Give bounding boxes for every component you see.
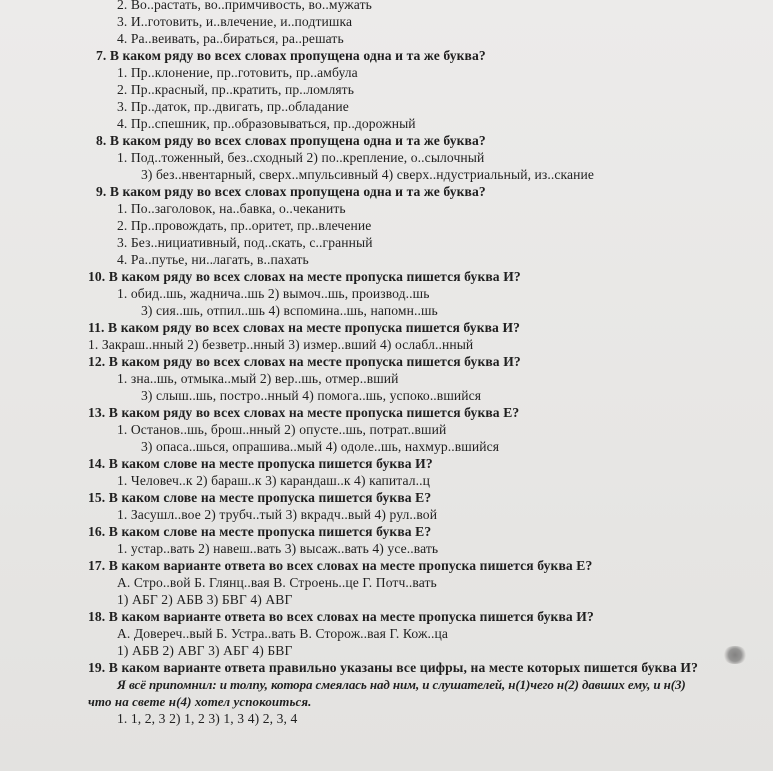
- line: 1) АБГ 2) АБВ 3) БВГ 4) АВГ: [117, 592, 293, 607]
- line: А. Стро..вой Б. Глянц..вая В. Строень..це Г. Потч..вать: [117, 575, 437, 590]
- question-heading: 12. В каком ряду во всех словах на месте пропуска пишется буква И?: [88, 354, 521, 369]
- line: 1. зна..шь, отмыка..мый 2) вер..шь, отмер..вший: [117, 371, 399, 386]
- line: 3. Без..нициативный, под..скать, с..гранный: [117, 235, 373, 250]
- line: 4. Пр..спешник, пр..образовываться, пр..дорожный: [117, 116, 416, 131]
- line: 4. Ра..путье, ни..лагать, в..пахать: [117, 252, 309, 267]
- exercise-sentence: что на свете н(4) хотел успокоиться.: [88, 694, 312, 709]
- question-heading: 7. В каком ряду во всех словах пропущена одна и та же буква?: [96, 48, 486, 63]
- ink-scribble: [722, 646, 748, 664]
- line: 3) слыш..шь, постро..нный 4) помога..шь, успоко..вшийся: [141, 388, 482, 403]
- line: 1) АБВ 2) АВГ 3) АБГ 4) БВГ: [117, 643, 293, 658]
- line: 1. Останов..шь, брош..нный 2) опусте..шь, потрат..вший: [117, 422, 447, 437]
- line: 1. устар..вать 2) навеш..вать 3) высаж..вать 4) усе..вать: [117, 541, 439, 556]
- line: 4. Ра..веивать, ра..бираться, ра..решать: [117, 31, 344, 46]
- line: 3) опаса..шься, опрашива..мый 4) одоле..шь, нахмур..вшийся: [141, 439, 500, 454]
- line: А. Довереч..вый Б. Устра..вать В. Сторож..вая Г. Кож..ца: [117, 626, 448, 641]
- line: 2. Пр..красный, пр..кратить, пр..ломлять: [117, 82, 355, 97]
- question-heading: 8. В каком ряду во всех словах пропущена одна и та же буква?: [96, 133, 486, 148]
- line: 1. Под..тоженный, без..сходный 2) по..крепление, о..сылочный: [117, 150, 485, 165]
- line: 2. Пр..провождать, пр..оритет, пр..влечение: [117, 218, 372, 233]
- line: 1. По..заголовок, на..бавка, о..чеканить: [117, 201, 346, 216]
- line: 1. обид..шь, жаднича..шь 2) вымоч..шь, производ..шь: [117, 286, 430, 301]
- question-heading: 10. В каком ряду во всех словах на месте пропуска пишется буква И?: [88, 269, 521, 284]
- question-heading: 9. В каком ряду во всех словах пропущена одна и та же буква?: [96, 184, 486, 199]
- line: 3. Пр..даток, пр..двигать, пр..обладание: [117, 99, 349, 114]
- question-heading: 14. В каком слове на месте пропуска пишется буква И?: [88, 456, 433, 471]
- line: 3) сия..шь, отпил..шь 4) вспомина..шь, напомн..шь: [141, 303, 438, 318]
- question-heading: 19. В каком варианте ответа правильно указаны все цифры, на месте которых пишется буква И?: [88, 660, 698, 675]
- question-heading: 17. В каком варианте ответа во всех словах на месте пропуска пишется буква Е?: [88, 558, 593, 573]
- answer-options: 1. 1, 2, 3 2) 1, 2 3) 1, 3 4) 2, 3, 4: [117, 711, 298, 726]
- question-heading: 11. В каком ряду во всех словах на месте пропуска пишется буква И?: [88, 320, 521, 335]
- exercise-sentence: Я всё припомнил: и толпу, котора смеялась над ним, и слушателей, н(1)чего н(2) давших ему, и н(3): [117, 677, 686, 692]
- line: 2. Во..растать, во..примчивость, во..мужать: [117, 0, 372, 12]
- line: 3) без..нвентарный, сверх..мпульсивный 4) сверх..ндустриальный, из..скание: [141, 167, 595, 182]
- line: 1. Засушл..вое 2) трубч..тый 3) вкрадч..вый 4) рул..вой: [117, 507, 438, 522]
- question-heading: 15. В каком слове на месте пропуска пишется буква Е?: [88, 490, 432, 505]
- question-heading: 16. В каком слове на месте пропуска пишется буква Е?: [88, 524, 432, 539]
- line: 1. Человеч..к 2) бараш..к 3) карандаш..к 4) капитал..ц: [117, 473, 430, 488]
- line: 1. Пр..клонение, пр..готовить, пр..амбула: [117, 65, 358, 80]
- question-heading: 18. В каком варианте ответа во всех словах на месте пропуска пишется буква И?: [88, 609, 594, 624]
- line: 3. И..готовить, и..влечение, и..подтишка: [117, 14, 353, 29]
- line: 1. Закраш..нный 2) безветр..нный 3) измер..вший 4) ослабл..нный: [88, 337, 474, 352]
- question-heading: 13. В каком ряду во всех словах на месте пропуска пишется буква Е?: [88, 405, 520, 420]
